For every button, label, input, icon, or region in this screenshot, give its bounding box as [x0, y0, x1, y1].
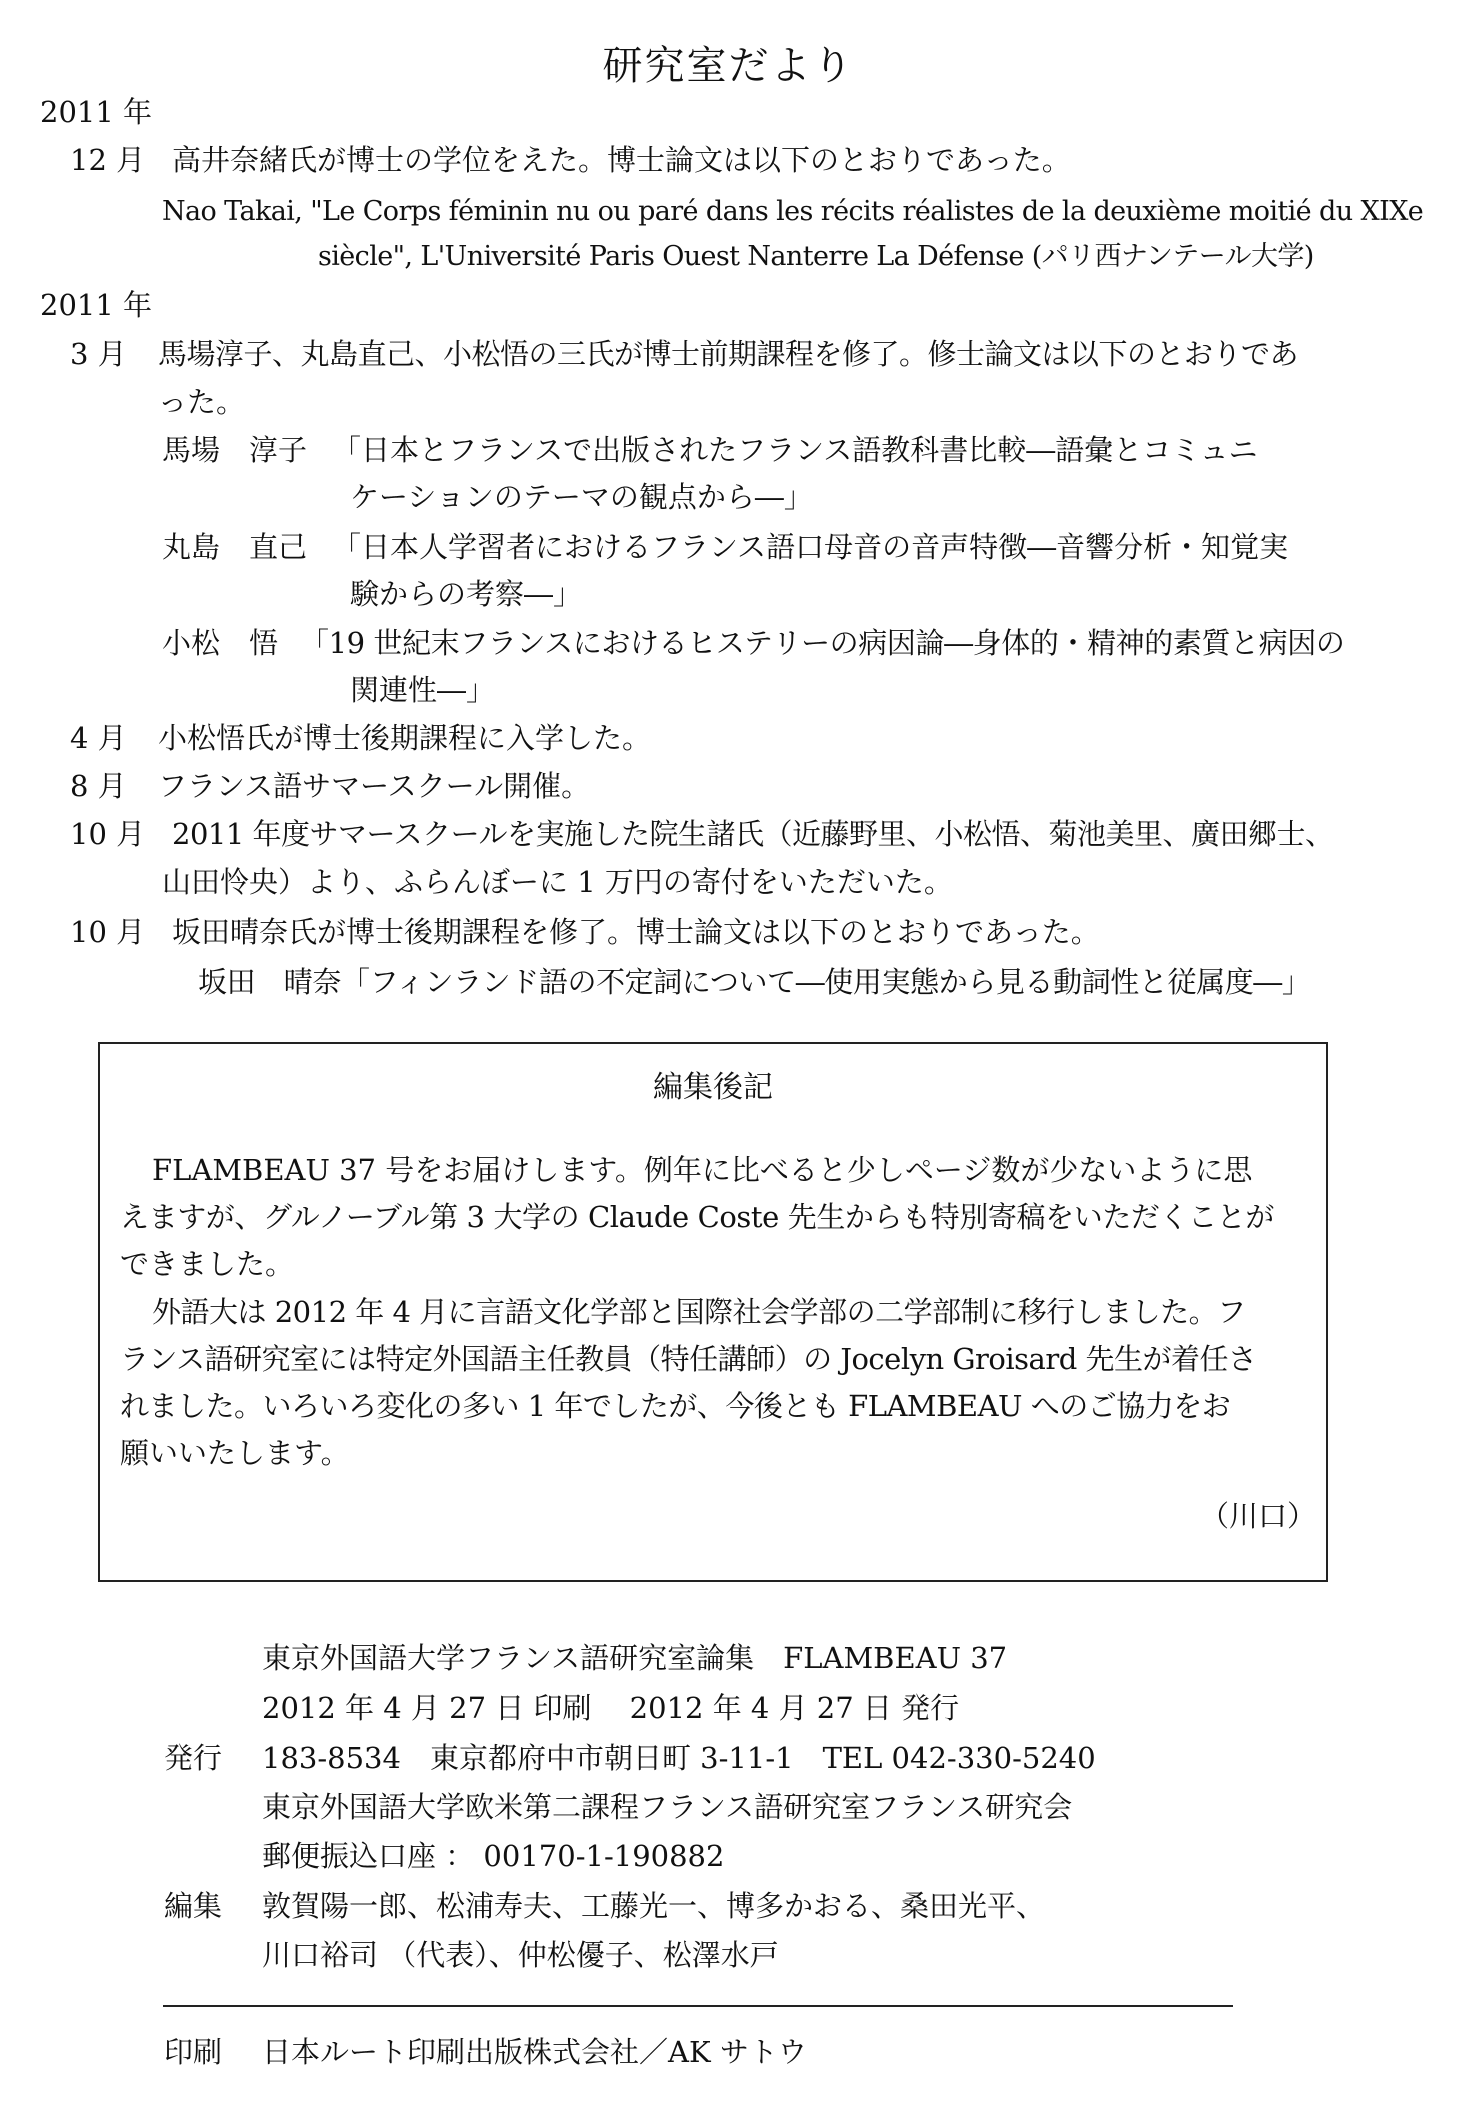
entry-month: 3 月 [70, 337, 127, 371]
postscript-line: できました。 [120, 1247, 295, 1281]
edit-label: 編集 [164, 1889, 223, 1923]
entry-month: 10 月 [70, 915, 146, 949]
entry-text: 山田怜央）より、ふらんぼーに 1 万円の寄付をいただいた。 [162, 865, 953, 899]
postal-account: 郵便振込口座 ： 00170-1-190882 [262, 1839, 725, 1873]
thesis-title: 関連性―」 [350, 673, 496, 707]
student-name: 馬場 淳子 [162, 433, 308, 467]
entry-text: 馬場淳子、丸島直己、小松悟の三氏が博士前期課程を修了。修士論文は以下のとおりであ [158, 337, 1299, 371]
thesis-title: 験からの考察―」 [350, 577, 583, 611]
print-label: 印刷 [164, 2035, 223, 2069]
editors-list: 川口裕司 （代表）、仲松優子、松澤水戸 [262, 1938, 779, 1972]
thesis-title: 「日本人学習者におけるフランス語口母音の音声特徴―音響分析・知覚実 [332, 530, 1289, 564]
page-title: 研究室だより [602, 43, 855, 89]
thesis-citation: Nao Takai, "Le Corps féminin nu ou paré dans les récits réalistes de la deuxième moitié du XIXe [162, 196, 1424, 227]
print-dates: 2012 年 4 月 27 日 印刷 2012 年 4 月 27 日 発行 [262, 1691, 960, 1725]
year-heading: 2011 年 [40, 288, 153, 322]
postscript-line: ランス語研究室には特定外国語主任教員（特任講師）の Jocelyn Groisard 先生が着任さ [120, 1342, 1257, 1376]
thesis-citation: 坂田 晴奈「フィンランド語の不定詞について―使用実態から見る動詞性と従属度―」 [198, 965, 1311, 999]
student-name: 小松 悟 [162, 626, 279, 660]
divider [163, 2005, 1233, 2007]
thesis-citation: siècle", L'Université Paris Ouest Nanterre La Défense (パリ西ナンテール大学) [318, 241, 1314, 272]
entry-text: 高井奈緒氏が博士の学位をえた。博士論文は以下のとおりであった。 [172, 143, 1071, 177]
entry-month: 8 月 [70, 769, 127, 803]
entry-month: 4 月 [70, 721, 127, 755]
thesis-title: 「日本とフランスで出版されたフランス語教科書比較―語彙とコミュニ [332, 433, 1258, 467]
editors-list: 敦賀陽一郎、松浦寿夫、工藤光一、博多かおる、桑田光平、 [262, 1889, 1046, 1923]
postscript-line: 願いいたします。 [120, 1436, 350, 1470]
postscript-line: れました。いろいろ変化の多い 1 年でしたが、今後とも FLAMBEAU へのご協力をお [120, 1389, 1231, 1423]
postscript-box [98, 1042, 1328, 1582]
entry-month: 10 月 [70, 817, 146, 851]
entry-text: 坂田晴奈氏が博士後期課程を修了。博士論文は以下のとおりであった。 [172, 915, 1100, 949]
year-heading: 2011 年 [40, 95, 153, 129]
thesis-title: ケーションのテーマの観点から―」 [350, 480, 813, 514]
postscript-line: FLAMBEAU 37 号をお届けします。例年に比べると少しページ数が少ないように思 [152, 1153, 1253, 1187]
publisher-address: 183-8534 東京都府中市朝日町 3-11-1 TEL 042-330-5240 [262, 1741, 1096, 1775]
publisher-name: 東京外国語大学欧米第二課程フランス語研究室フランス研究会 [262, 1790, 1073, 1824]
entry-text: った。 [158, 385, 246, 419]
entry-month: 12 月 [70, 143, 146, 177]
postscript-signature: （川口） [1200, 1499, 1317, 1533]
printer-name: 日本ルート印刷出版株式会社／AK サトウ [262, 2035, 807, 2069]
entry-text: 小松悟氏が博士後期課程に入学した。 [158, 721, 652, 755]
publish-label: 発行 [164, 1741, 223, 1775]
thesis-title: 「19 世紀末フランスにおけるヒステリーの病因論―身体的・精神的素質と病因の [300, 626, 1345, 660]
student-name: 丸島 直己 [162, 530, 308, 564]
postscript-heading: 編集後記 [653, 1070, 773, 1105]
entry-text: 2011 年度サマースクールを実施した院生諸氏（近藤野里、小松悟、菊池美里、廣田郷士、 [172, 817, 1334, 851]
postscript-line: えますが、グルノーブル第 3 大学の Claude Coste 先生からも特別寄稿をいただくことが [120, 1200, 1274, 1234]
journal-title: 東京外国語大学フランス語研究室論集 FLAMBEAU 37 [262, 1641, 1008, 1675]
postscript-line: 外語大は 2012 年 4 月に言語文化学部と国際社会学部の二学部制に移行しました。フ [152, 1295, 1246, 1329]
entry-text: フランス語サマースクール開催。 [158, 769, 591, 803]
